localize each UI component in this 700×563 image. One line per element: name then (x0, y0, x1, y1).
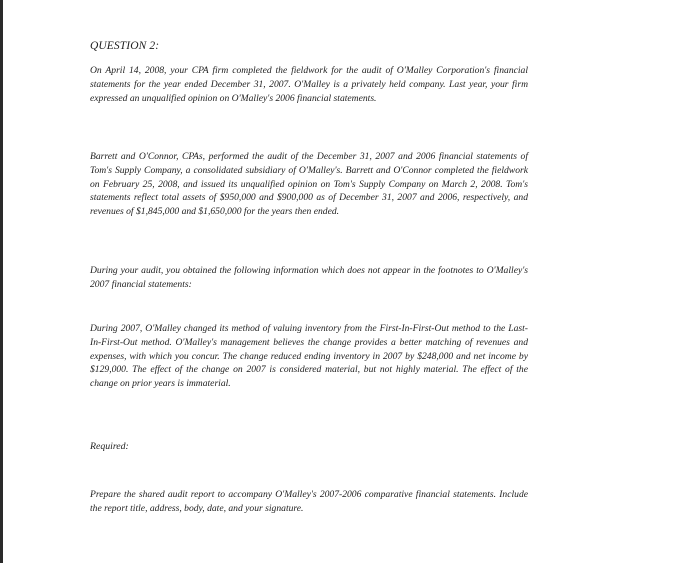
paragraph-information-obtained: During your audit, you obtained the following information which does not appear in the footnotes to O'Malley's 2007 financial statements: (90, 265, 528, 290)
paragraph-subsidiary-audit: Barrett and O'Connor, CPAs, performed the audit of the December 31, 2007 and 2006 financial statements of Tom's Supply Company, a consolidated subsidiary of O'Malley's. Barrett and O'Connor completed the fieldwork on February 25, 2008, and issued its unqualified opinion on Tom's Supply Company on March 2, 2008. Tom's statements reflect total assets of $950,000 and $900,000 as of December 31, 2007 and 2006, respectively, and revenues of $1,845,000 and $1,650,000 for the years then ended. (90, 151, 528, 218)
question-heading: QUESTION 2: (90, 40, 160, 52)
paragraph-requirement: Prepare the shared audit report to accompany O'Malley's 2007-2006 comparative financial statements. Include the report title, address, body, date, and your signature. (90, 489, 528, 514)
left-border-line (0, 0, 3, 563)
paragraph-audit-fieldwork: On April 14, 2008, your CPA firm completed the fieldwork for the audit of O'Malley Corporation's financial statements for the year ended December 31, 2007. O'Malley is a privately held company. Last year, your firm expressed an unqualified opinion on O'Malley's 2006 financial statements. (90, 65, 528, 104)
required-label: Required: (90, 441, 129, 452)
paragraph-inventory-change: During 2007, O'Malley changed its method of valuing inventory from the First-In-First-Out method to the Last-In-First-Out method. O'Malley's management believes the change provides a better matching of revenues and expenses, with which you concur. The change reduced ending inventory in 2007 by $248,000 and net income by $129,000. The effect of the change on 2007 is considered material, but not highly material. The effect of the change on prior years is immaterial. (90, 323, 528, 390)
